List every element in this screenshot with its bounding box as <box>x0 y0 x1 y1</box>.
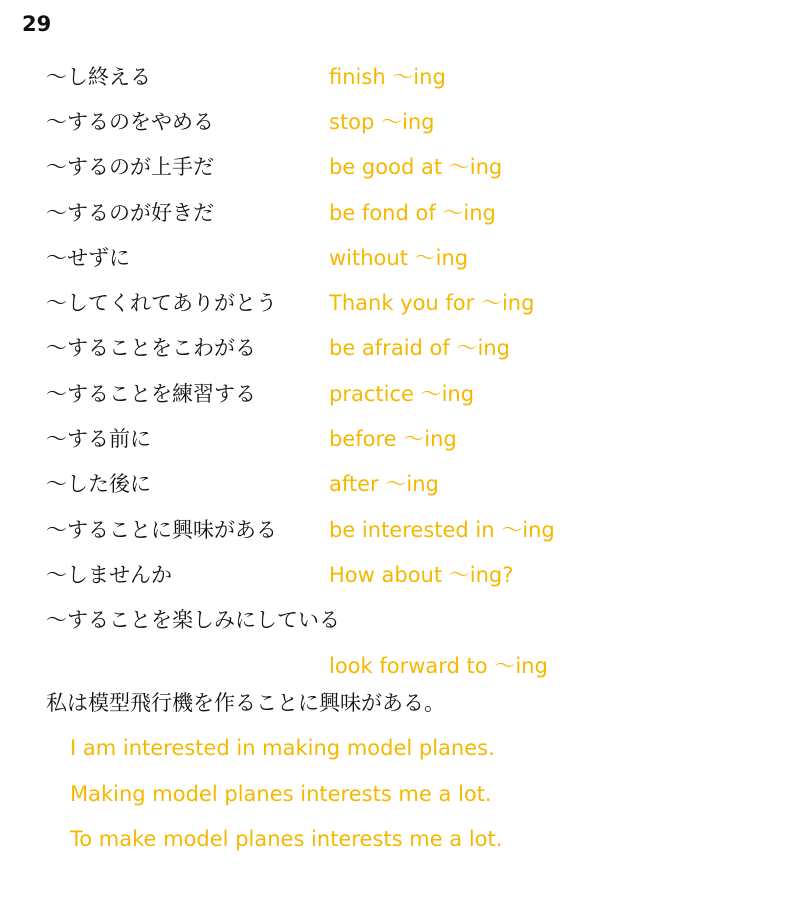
phrase-english: after ～ing <box>329 472 439 497</box>
phrase-japanese: ～した後に <box>46 472 151 497</box>
example-block <box>46 681 502 863</box>
phrase-english: be good at ～ing <box>329 155 503 180</box>
phrase-japanese: ～することを楽しみにしている <box>46 608 340 633</box>
phrase-english: be fond of ～ing <box>329 200 496 225</box>
example-english: To make model planes interests me a lot. <box>70 827 503 851</box>
phrase-english: practice ～ing <box>329 381 475 406</box>
phrase-japanese: ～するのが好きだ <box>46 200 214 225</box>
phrase-row <box>46 190 766 235</box>
phrase-english: stop ～ing <box>329 109 435 134</box>
phrase-list <box>46 54 766 688</box>
phrase-english: be afraid of ～ing <box>329 336 510 361</box>
page-number: 29 <box>22 12 52 36</box>
phrase-japanese: ～してくれてありがとう <box>46 291 277 316</box>
phrase-row <box>46 552 766 597</box>
phrase-row <box>46 54 766 99</box>
example-japanese: 私は模型飛行機を作ることに興味がある。 <box>46 691 445 715</box>
phrase-row <box>46 145 766 190</box>
phrase-english: How about ～ing? <box>329 562 514 587</box>
phrase-japanese: ～せずに <box>46 245 130 270</box>
phrase-row <box>46 235 766 280</box>
phrase-english: look forward to ～ing <box>329 653 548 678</box>
phrase-row <box>46 598 766 643</box>
phrase-japanese: ～しませんか <box>46 562 172 587</box>
phrase-japanese: ～し終える <box>46 64 151 89</box>
phrase-row <box>46 280 766 325</box>
phrase-english: without ～ing <box>329 245 469 270</box>
phrase-japanese: ～する前に <box>46 427 151 452</box>
example-english: I am interested in making model planes. <box>70 736 495 760</box>
phrase-japanese: ～することをこわがる <box>46 336 256 361</box>
phrase-english: be interested in ～ing <box>329 517 555 542</box>
phrase-row <box>46 462 766 507</box>
phrase-japanese: ～することに興味がある <box>46 517 277 542</box>
phrase-row <box>46 371 766 416</box>
phrase-row <box>46 99 766 144</box>
phrase-japanese: ～するのをやめる <box>46 109 214 134</box>
phrase-row <box>46 416 766 461</box>
phrase-japanese: ～するのが上手だ <box>46 155 214 180</box>
example-english: Making model planes interests me a lot. <box>70 781 492 806</box>
phrase-english: before ～ing <box>329 427 457 452</box>
phrase-row <box>46 326 766 371</box>
phrase-english: Thank you for ～ing <box>329 291 535 316</box>
phrase-japanese: ～することを練習する <box>46 381 256 406</box>
phrase-row <box>46 507 766 552</box>
phrase-english: finish ～ing <box>329 64 446 89</box>
